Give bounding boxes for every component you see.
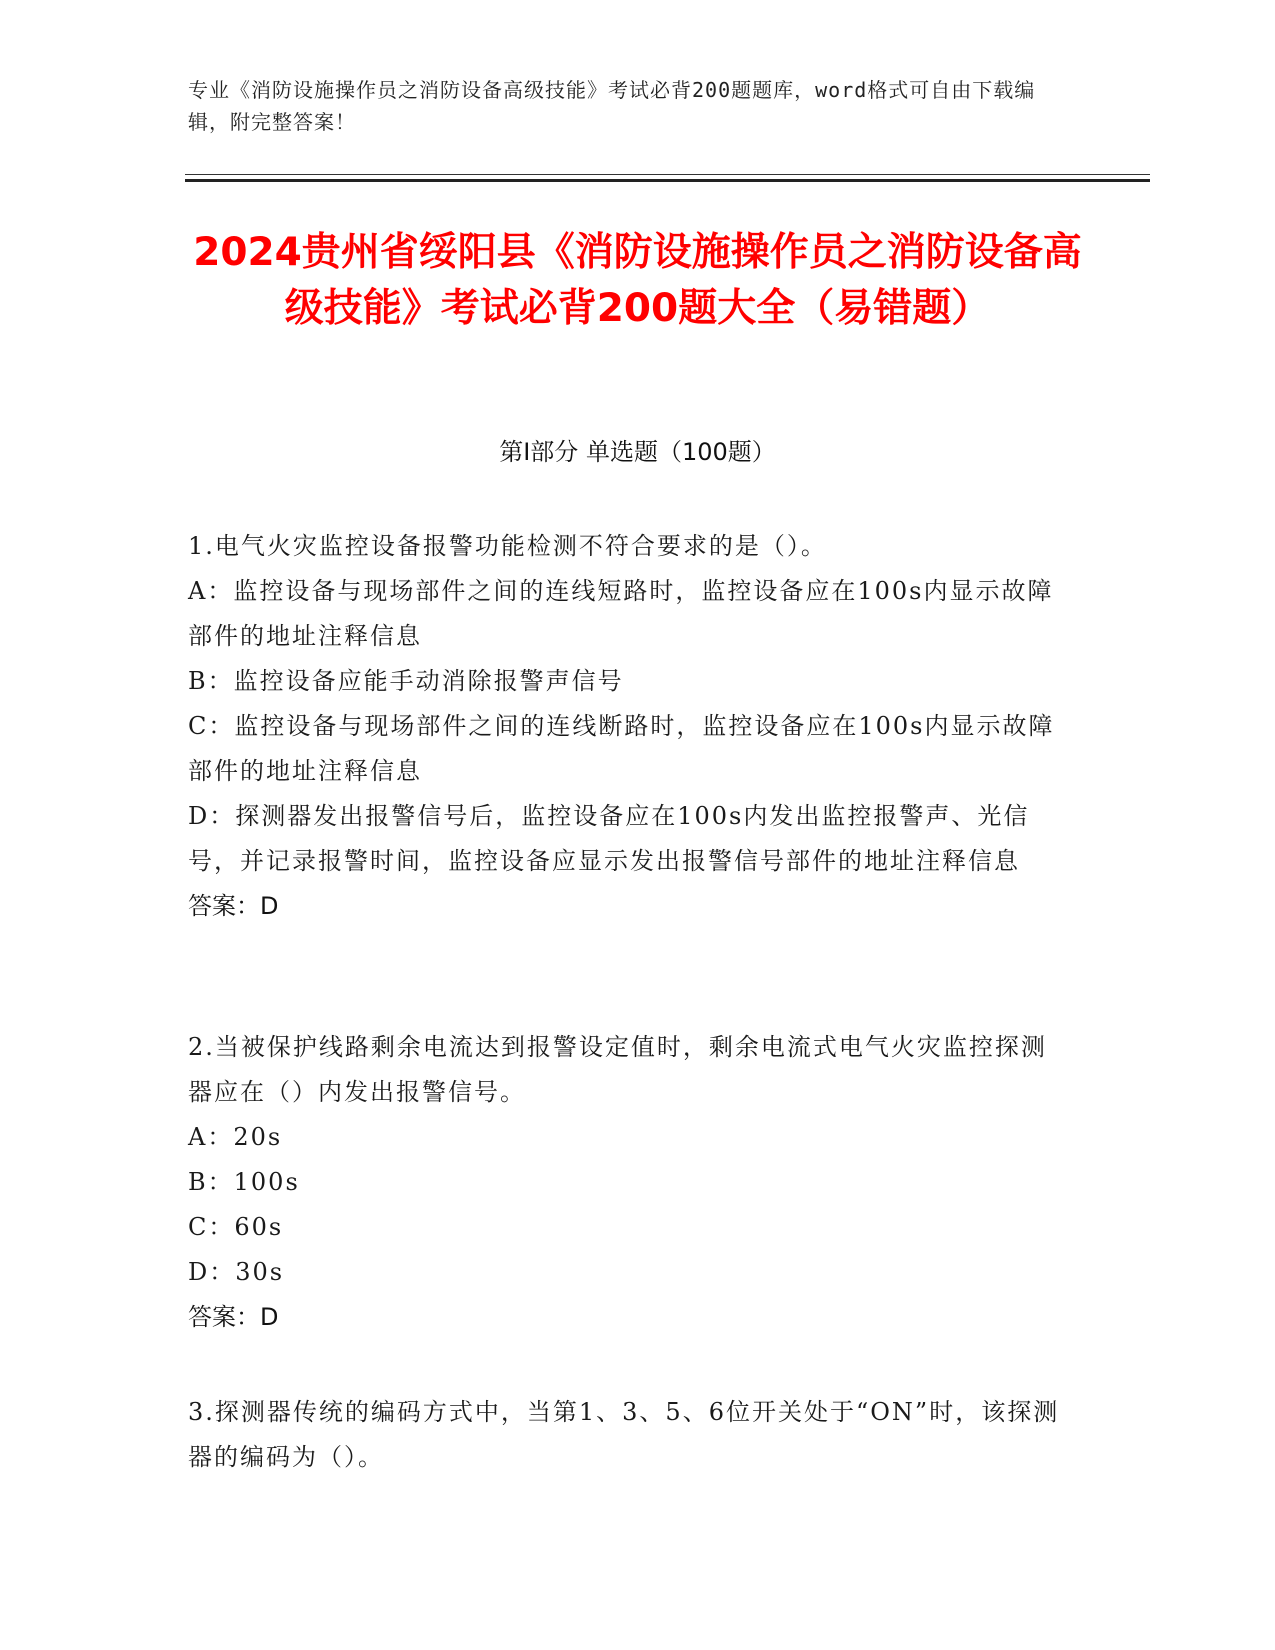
option-c: C：监控设备与现场部件之间的连线断路时，监控设备应在100s内显示故障部件的地址注释信息 [188, 712, 1055, 785]
header-note: 专业《消防设施操作员之消防设备高级技能》考试必背200题题库，word格式可自由下载编辑，附完整答案！ [188, 78, 1036, 134]
question-stem: 1.电气火灾监控设备报警功能检测不符合要求的是（）。 [188, 532, 827, 560]
option-b: B：100s [188, 1168, 300, 1196]
option-c: C：60s [188, 1213, 284, 1241]
option-d: D：探测器发出报警信号后，监控设备应在100s内发出监控报警声、光信号，并记录报警时间，监控设备应显示发出报警信号部件的地址注释信息 [188, 802, 1030, 875]
header-divider-thick [185, 179, 1150, 182]
question-stem: 3.探测器传统的编码方式中，当第1、3、5、6位开关处于“ON”时，该探测器的编码为（）。 [188, 1398, 1060, 1471]
option-d: D：30s [188, 1258, 285, 1286]
question-2 [188, 1025, 1068, 1340]
question-stem: 2.当被保护线路剩余电流达到报警设定值时，剩余电流式电气火灾监控探测器应在（）内发出报警信号。 [188, 1033, 1047, 1106]
option-a: A：20s [188, 1123, 283, 1151]
question-3 [188, 1390, 1068, 1480]
answer: 答案：D [188, 892, 279, 920]
header-divider-thin [185, 174, 1150, 175]
answer: 答案：D [188, 1303, 279, 1331]
section-heading: 第I部分 单选题（100题） [499, 438, 776, 466]
option-a: A：监控设备与现场部件之间的连线短路时，监控设备应在100s内显示故障部件的地址注释信息 [188, 577, 1054, 650]
question-1 [188, 524, 1068, 929]
document-title: 2024贵州省绥阳县《消防设施操作员之消防设备高级技能》考试必背200题大全（易错题） [193, 230, 1082, 331]
option-b: B：监控设备应能手动消除报警声信号 [188, 667, 624, 695]
